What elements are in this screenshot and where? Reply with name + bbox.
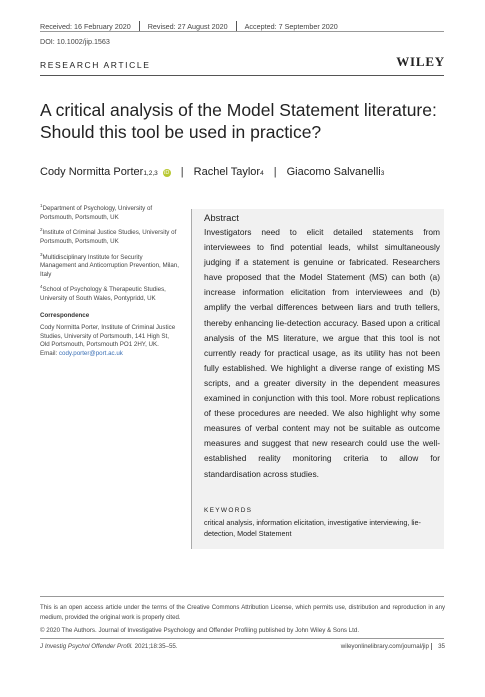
author-name[interactable]: Giacomo Salvanelli (286, 166, 381, 178)
affiliation: $^1$Department of Psychology, University of Portsmouth, Portsmouth, UK (40, 203, 153, 221)
publisher-logo: WILEY (396, 54, 445, 69)
orcid-icon[interactable]: iD (164, 170, 170, 176)
affiliation: $^4$School of Psychology & Therapeutic Studies, University of South Wales, Pontypridd, UK (40, 284, 166, 302)
author-name[interactable]: Rachel Taylor (193, 166, 261, 178)
affiliation: $^3$Multidisciplinary Institute for Security Management and Anticorruption Prevention, Milan, Italy (40, 251, 179, 278)
correspondence-email: Email: cody.porter@port.ac.uk (40, 349, 123, 357)
footer-rule (40, 596, 444, 597)
revised-date: Revised: 27 August 2020 (147, 22, 228, 31)
footer-rule (40, 638, 444, 639)
author-list: Cody Normitta Porter 1,2,3 iD | Rachel Taylor 4 | Giacomo Salvanelli 3 (40, 166, 385, 178)
section-label: RESEARCH ARTICLE (40, 60, 151, 70)
abstract-text: Investigators need to elicit detailed statements from interviewees to find potential leads, whilst simultaneously judging if a statement is genuine or fabricated. Researchers have proposed that the Model Statement (MS) can both (a) increase information elicitation from interviewees and (b) amplify the verbal differences between liars and truth tellers, thereby enhancing lie-detection accuracy. Based upon a critical analysis of the MS literature, we argue that this tool is not currently ready for practical usage, as its utility has not been fully established. We highlight a diverse range of existing MS scripts, and a greater diversity in the dependent measures examined in conjunction with this tool. More robust replications of these procedures are needed. We also highlight why some measures of verbal content may not be suitable as outcome measures and suggest that new research could use the well-established reality monitoring criteria to allow for standardisation across studies. (204, 227, 440, 479)
header-rule (40, 31, 444, 32)
abstract-heading: Abstract (204, 213, 239, 224)
correspondence-address: Cody Normitta Porter, Institute of Criminal Justice Studies, University of Portsmouth, 141 High St, Old Portsmouth, Portsmouth PO1 2HY, UK. (40, 324, 176, 349)
author-separator: | (273, 166, 277, 178)
journal-url[interactable]: wileyonlinelibrary.com/journal/jip (340, 643, 429, 650)
license-notice: This is an open access article under the terms of the Creative Commons Attribution License, which permits use, distribution and reproduction in any medium, provided the original work is properly cited. (40, 604, 445, 621)
divider (236, 21, 237, 31)
author-separator: | (180, 166, 184, 178)
affiliations (40, 202, 180, 363)
author-name[interactable]: Cody Normitta Porter (40, 166, 144, 178)
received-date: Received: 16 February 2020 (40, 22, 131, 31)
doi[interactable]: DOI: 10.1002/jip.1563 (40, 37, 110, 46)
copyright: © 2020 The Authors. Journal of Investigative Psychology and Offender Profiling published by John Wiley & Sons Ltd. (40, 627, 360, 634)
accepted-date: Accepted: 7 September 2020 (244, 22, 338, 31)
section-rule (40, 75, 444, 76)
correspondence-heading: Correspondence (40, 311, 90, 319)
keywords: critical analysis, information elicitation, investigative interviewing, lie-detection, Model Statement (204, 518, 421, 538)
article-title: A critical analysis of the Model Statement literature: Should this tool be used in practice? (40, 100, 437, 142)
keywords-heading: KEYWORDS (204, 507, 253, 514)
email-link[interactable]: cody.porter@port.ac.uk (58, 349, 123, 357)
page-number: 35 (431, 643, 445, 650)
journal-citation: J Investig Psychol Offender Profil. 2021;18:35–55. (40, 643, 178, 650)
abstract-panel (191, 209, 444, 549)
divider (139, 21, 140, 31)
affiliation: $^2$Institute of Criminal Justice Studies, University of Portsmouth, Portsmouth, UK (40, 227, 177, 245)
